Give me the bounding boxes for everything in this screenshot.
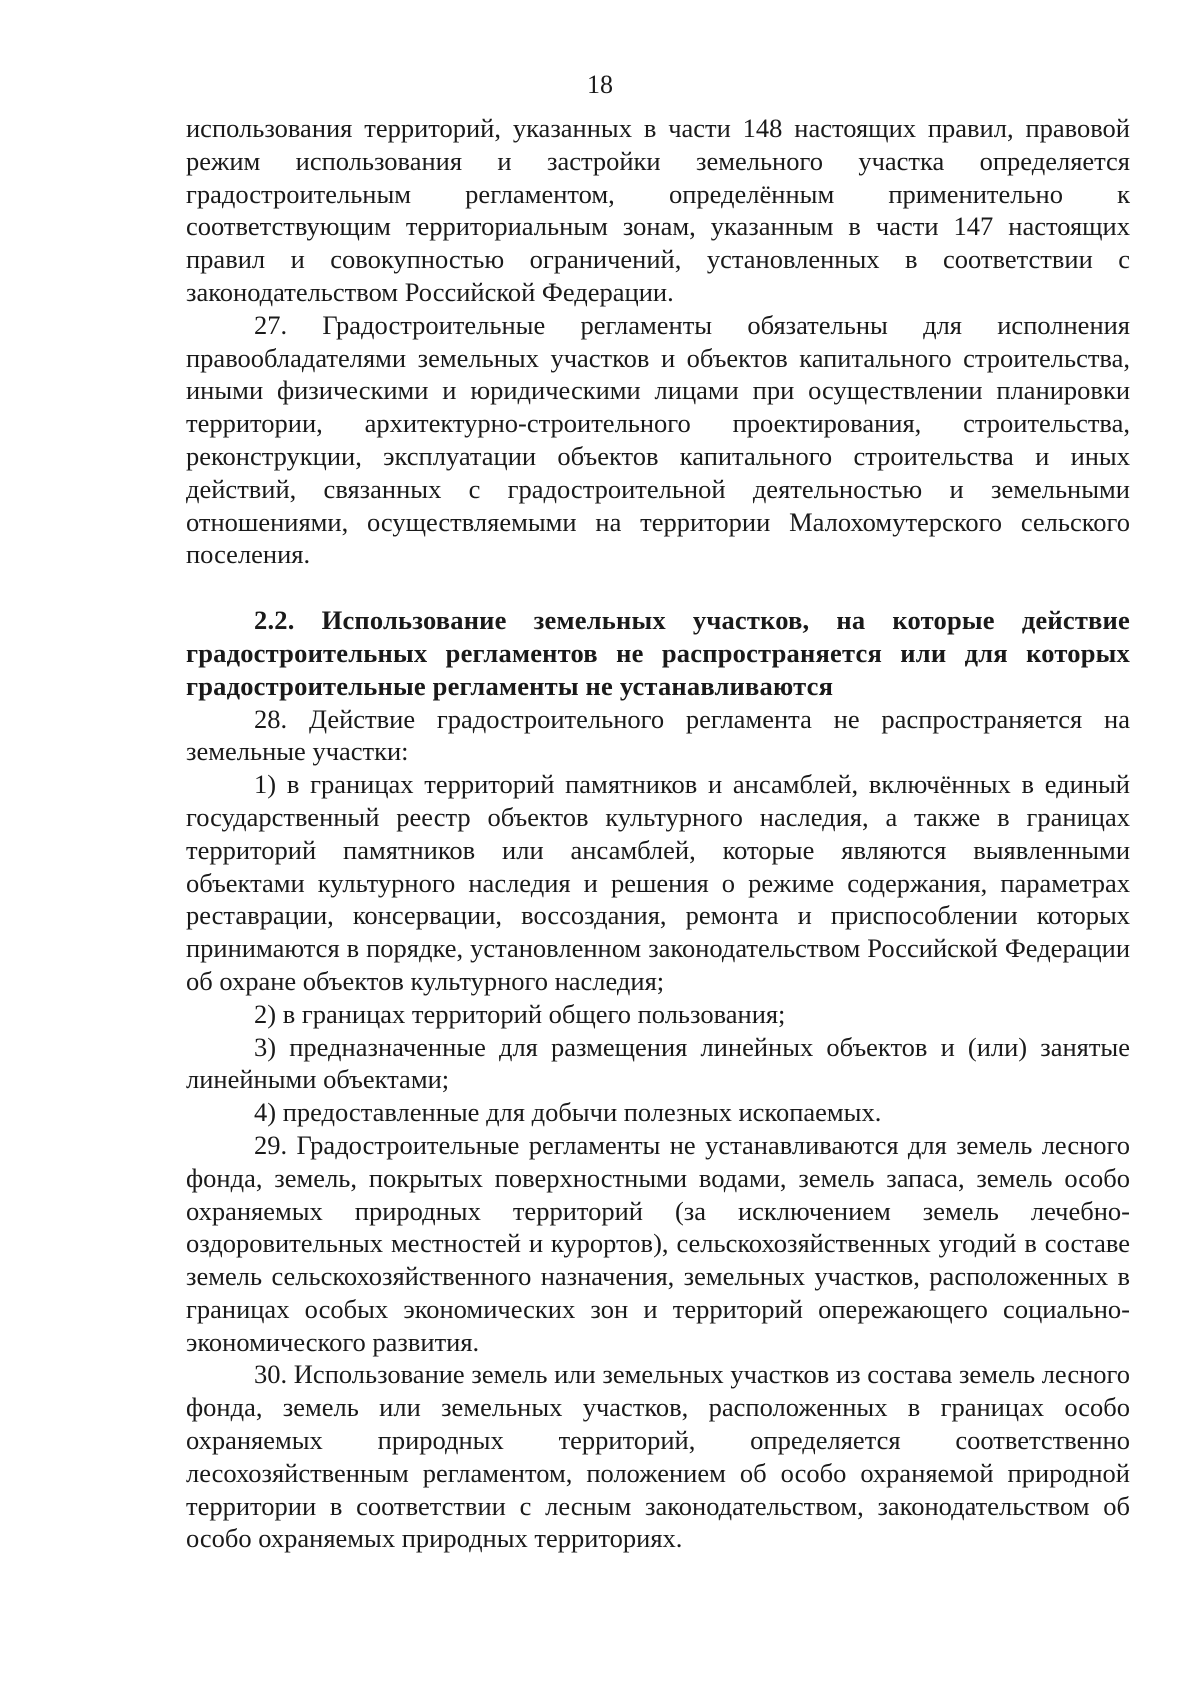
paragraph-28-item-3: 3) предназначенные для размещения линейных объектов и (или) занятые линейными объектами; <box>186 1031 1130 1095</box>
document-body <box>186 112 1130 1555</box>
paragraph-27: 27. Градостроительные регламенты обязательны для исполнения правообладателями земельных участков и объектов капитального строительства, иными физическими и юридическими лицами при осуществлении планировки территории, архитектурно-строительного проектирования, строительства, реконструкции, эксплуатации объектов капитального строительства и иных действий, связанных с градостроительной деятельностью и земельными отношениями, осуществляемыми на территории Малохомутерского сельского поселения. <box>186 309 1130 570</box>
paragraph-30: 30. Использование земель или земельных участков из состава земель лесного фонда, земель или земельных участков, расположенных в границах особо охраняемых природных территорий, определяется соответственно лесохозяйственным регламентом, положением об особо охраняемой природной территории в соответствии с лесным законодательством, законодательством об особо охраняемых природных территориях. <box>186 1359 1130 1554</box>
paragraph-continuation: использования территорий, указанных в части 148 настоящих правил, правовой режим использования и застройки земельного участка определяется градостроительным регламентом, определённым применительно к соответствующим территориальным зонам, указанным в части 147 настоящих правил и совокупностью ограничений, установленных в соответствии с законодательством Российской Федерации. <box>186 113 1130 307</box>
paragraph-28: 28. Действие градостроительного регламента не распространяется на земельные участки: <box>186 703 1130 767</box>
paragraph-28-item-4: 4) предоставленные для добычи полезных ископаемых. <box>254 1097 882 1128</box>
paragraph-28-item-2: 2) в границах территорий общего пользования; <box>254 998 786 1029</box>
paragraph-29: 29. Градостроительные регламенты не устанавливаются для земель лесного фонда, земель, покрытых поверхностными водами, земель запаса, земель особо охраняемых природных территорий (за исключением земель лечебно-оздоровительных местностей и курортов), сельскохозяйственных угодий в составе земель сельскохозяйственного назначения, земельных участков, расположенных в границах особых экономических зон и территорий опережающего социально-экономического развития. <box>186 1129 1130 1357</box>
paragraph-28-item-1: 1) в границах территорий памятников и ансамблей, включённых в единый государственный реестр объектов культурного наследия, а также в границах территорий памятников или ансамблей, которые являются выявленными объектами культурного наследия и решения о режиме содержания, параметрах реставрации, консервации, воссоздания, ремонта и приспособлении которых принимаются в порядке, установленном законодательством Российской Федерации об охране объектов культурного наследия; <box>186 769 1130 996</box>
page-number: 18 <box>587 70 613 99</box>
section-heading-2-2: 2.2. Использование земельных участков, на которые действие градостроительных регламентов не распространяется или для которых градостроительные регламенты не устанавливаются <box>186 605 1130 701</box>
